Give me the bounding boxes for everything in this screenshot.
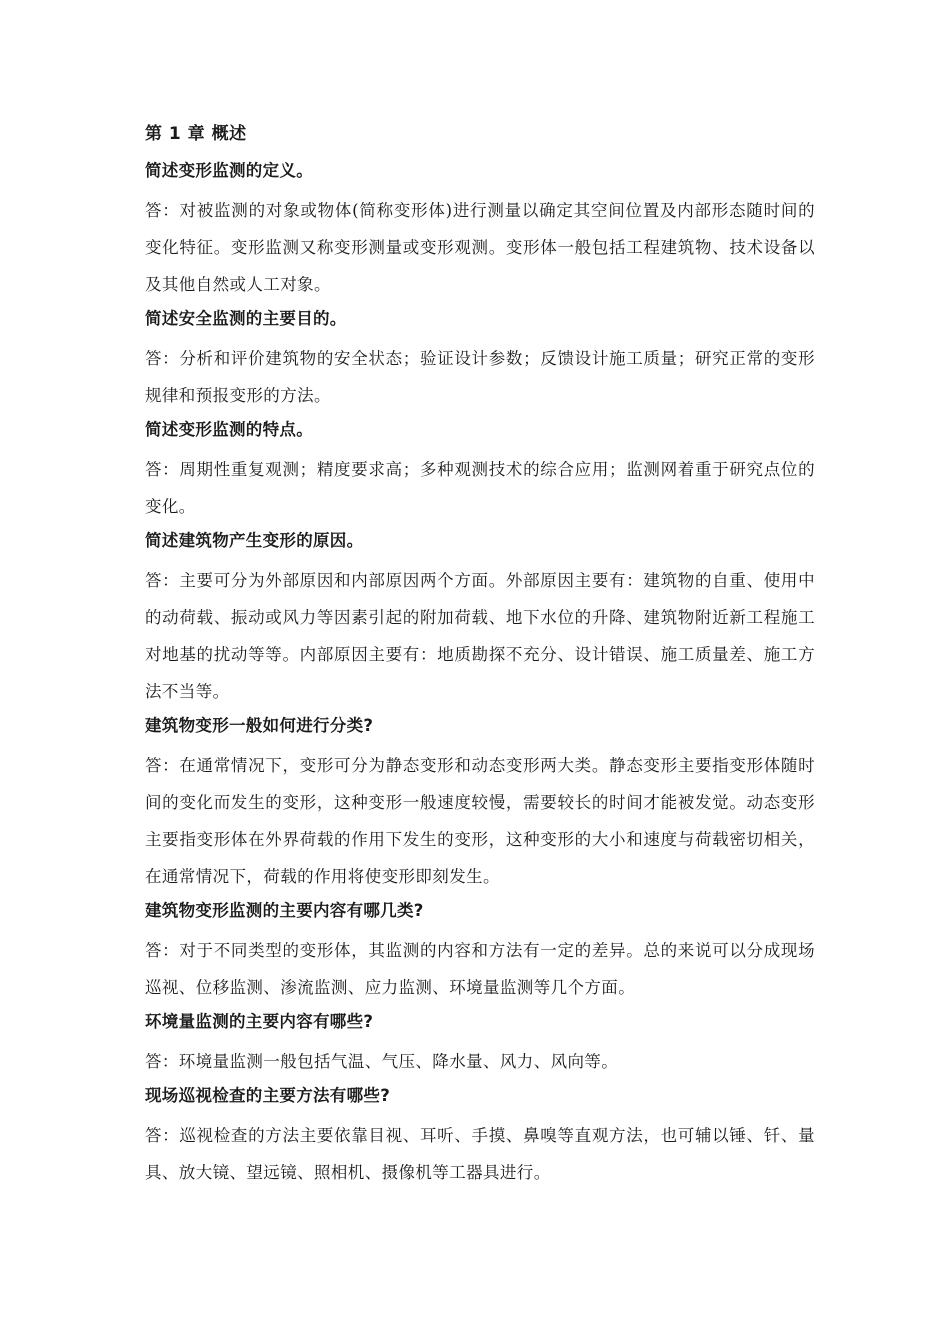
- qa-item-5: [145, 710, 815, 895]
- answer-paragraph: 答：对被监测的对象或物体(简称变形体)进行测量以确定其空间位置及内部形态随时间的变化特征。变形监测又称变形测量或变形观测。变形体一般包括工程建筑物、技术设备以及其他自然或人工对象。: [145, 201, 815, 294]
- answer-paragraph: 答：环境量监测一般包括气温、气压、降水量、风力、风向等。: [145, 1052, 619, 1071]
- qa-item-1: [145, 155, 815, 303]
- answer-paragraph: 答：分析和评价建筑物的安全状态；验证设计参数；反馈设计施工质量；研究正常的变形规律和预报变形的方法。: [145, 349, 815, 405]
- qa-item-8: [145, 1080, 815, 1191]
- question-heading: 现场巡视检查的主要方法有哪些?: [145, 1086, 391, 1105]
- question-heading: 简述变形监测的特点。: [145, 420, 313, 439]
- question-heading: 建筑物变形监测的主要内容有哪几类?: [145, 901, 424, 920]
- qa-item-2: [145, 303, 815, 414]
- qa-item-6: [145, 895, 815, 1006]
- question-heading: 建筑物变形一般如何进行分类?: [145, 716, 374, 735]
- answer-paragraph: 答：在通常情况下，变形可分为静态变形和动态变形两大类。静态变形主要指变形体随时间的变化而发生的变形，这种变形一般速度较慢，需要较长的时间才能被发觉。动态变形主要指变形体在外界荷载的作用下发生的变形，这种变形的大小和速度与荷载密切相关，在通常情况下，荷载的作用将使变形即刻发生。: [145, 756, 815, 886]
- chapter-title: 第 1 章 概述: [145, 124, 247, 144]
- question-heading: 简述建筑物产生变形的原因。: [145, 531, 364, 550]
- question-heading: 简述安全监测的主要目的。: [145, 309, 347, 328]
- answer-paragraph: 答：对于不同类型的变形体，其监测的内容和方法有一定的差异。总的来说可以分成现场巡视、位移监测、渗流监测、应力监测、环境量监测等几个方面。: [145, 941, 815, 997]
- question-heading: 简述变形监测的定义。: [145, 161, 313, 180]
- answer-paragraph: 答：周期性重复观测；精度要求高；多种观测技术的综合应用；监测网着重于研究点位的变化。: [145, 460, 815, 516]
- answer-paragraph: 答：巡视检查的方法主要依靠目视、耳听、手摸、鼻嗅等直观方法，也可辅以锤、钎、量具、放大镜、望远镜、照相机、摄像机等工器具进行。: [145, 1126, 815, 1182]
- qa-item-7: [145, 1006, 815, 1080]
- qa-item-3: [145, 414, 815, 525]
- qa-item-4: [145, 525, 815, 710]
- answer-paragraph: 答：主要可分为外部原因和内部原因两个方面。外部原因主要有：建筑物的自重、使用中的动荷载、振动或风力等因素引起的附加荷载、地下水位的升降、建筑物附近新工程施工对地基的扰动等等。内部原因主要有：地质勘探不充分、设计错误、施工质量差、施工方法不当等。: [145, 571, 815, 701]
- question-heading: 环境量监测的主要内容有哪些?: [145, 1012, 374, 1031]
- document-body: [145, 118, 815, 1191]
